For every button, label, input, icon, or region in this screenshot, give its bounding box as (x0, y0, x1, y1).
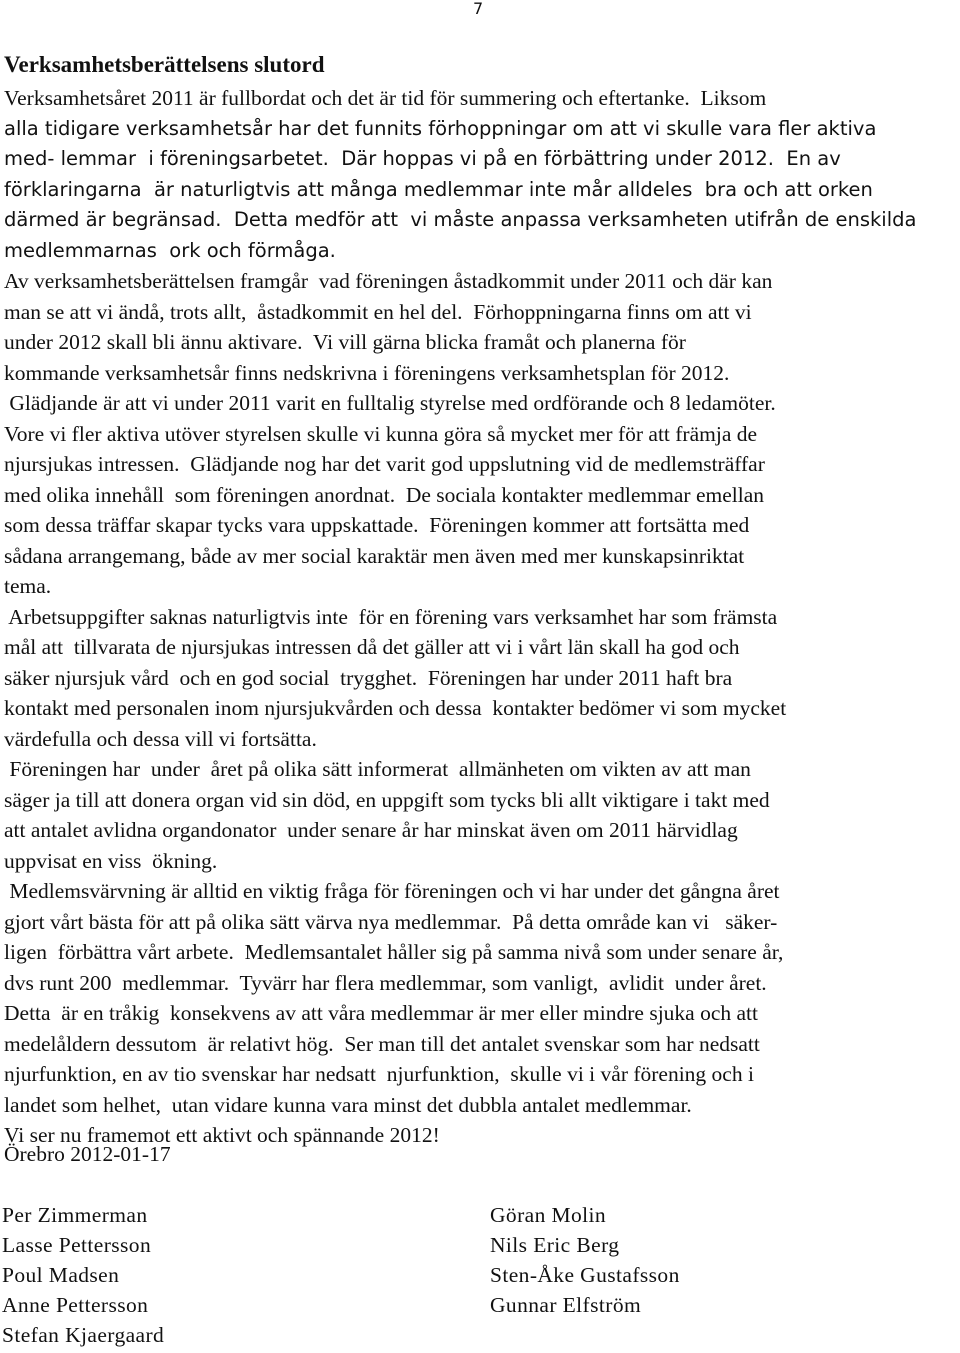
place-date: Örebro 2012-01-17 (4, 1142, 171, 1166)
text-line: säker njursjuk vård och en god social trygghet. Föreningen har under 2011 haft bra (4, 665, 733, 690)
text-line: Verksamhetsåret 2011 är fullbordat och det är tid för summering och eftertanke. Liksom (4, 86, 767, 110)
signatory-name: Gunnar Elfström (490, 1293, 642, 1317)
text-line: att antalet avlidna organdonator under senare år har minskat även om 2011 härvidlag (4, 818, 738, 842)
signatory-name: Stefan Kjaergaard (2, 1323, 165, 1347)
signatory-name: Sten-Åke Gustafsson (490, 1263, 680, 1287)
signatory-name: Nils Eric Berg (490, 1233, 620, 1257)
text-line: dvs runt 200 medlemmar. Tyvärr har flera medlemmar, som vanligt, avlidit under året. (4, 970, 767, 995)
text-line: säger ja till att donera organ vid sin död, en uppgift som tycks bli allt viktigare i takt med (4, 787, 770, 812)
signatory-name: Poul Madsen (2, 1263, 120, 1287)
text-line: medelåldern dessutom är relativt hög. Ser man till det antalet svenskar som har nedsatt (4, 1031, 760, 1056)
text-line: mål att tillvarata de njursjukas intressen då det gäller att vi i vårt län skall ha god och (4, 635, 740, 659)
text-line: ligen förbättra vårt arbete. Medlemsantalet håller sig på samma nivå som under senare år, (4, 940, 784, 964)
text-line: landet som helhet, utan vidare kunna vara minst det dubbla antalet medlemmar. (4, 1092, 692, 1117)
text-line: Glädjande är att vi under 2011 varit en fulltalig styrelse med ordförande och 8 ledamöter. (4, 391, 776, 415)
signatory-name: Göran Molin (490, 1203, 607, 1227)
text-line: förklaringarna är naturligtvis att många medlemmar inte mår alldeles bra och att orken (4, 177, 873, 201)
section-title: Verksamhetsberättelsens slutord (4, 52, 325, 77)
text-line: Föreningen har under året på olika sätt informerat allmänheten om vikten av att man (4, 757, 751, 781)
text-line: som dessa träffar skapar tycks vara uppskattade. Föreningen kommer att fortsätta med (4, 513, 750, 537)
text-line: värdefulla och dessa vill vi fortsätta. (4, 726, 317, 751)
text-line: Arbetsuppgifter saknas naturligtvis inte för en förening vars verksamhet har som främsta (4, 604, 778, 629)
signatures-left (2, 1200, 164, 1350)
text-line: Medlemsvärvning är alltid en viktig fråga för föreningen och vi har under det gångna året (4, 879, 780, 903)
text-line: med- lemmar i föreningsarbetet. Där hoppas vi på en förbättring under 2012. En av (4, 147, 841, 170)
text-line: därmed är begränsad. Detta medför att vi måste anpassa verksamheten utifrån de enskilda (4, 208, 917, 231)
text-line: Vore vi fler aktiva utöver styrelsen skulle vi kunna göra så mycket mer för att främja de (4, 421, 758, 446)
text-line: Av verksamhetsberättelsen framgår vad föreningen åstadkommit under 2011 och där kan (4, 269, 773, 293)
body-text (4, 83, 960, 1151)
text-line: kontakt med personalen inom njursjukvården och dessa kontakter bedömer vi som mycket (4, 696, 787, 720)
text-line: alla tidigare verksamhetsår har det funnits förhoppningar om att vi skulle vara fler aktiva (4, 116, 877, 140)
signatures-right (490, 1200, 680, 1320)
text-line: njurfunktion, en av tio svenskar har nedsatt njurfunktion, skulle vi i vår förening och i (4, 1062, 754, 1086)
text-line: under 2012 skall bli ännu aktivare. Vi vill gärna blicka framåt och planerna för (4, 330, 686, 354)
text-line: gjort vårt bästa för att på olika sätt värva nya medlemmar. På detta område kan vi säker- (4, 909, 778, 934)
page-number: 7 (473, 0, 484, 18)
signatory-name: Per Zimmerman (2, 1203, 148, 1227)
text-line: man se att vi ändå, trots allt, åstadkommit en hel del. Förhoppningarna finns om att vi (4, 299, 752, 324)
signatory-name: Lasse Pettersson (2, 1233, 152, 1257)
text-line: tema. (4, 574, 52, 598)
signatory-name: Anne Pettersson (2, 1293, 149, 1317)
text-line: med olika innehåll som föreningen anordnat. De sociala kontakter medlemmar emellan (4, 482, 765, 507)
text-line: njursjukas intressen. Glädjande nog har det varit god uppslutning vid de medlemsträffar (4, 452, 765, 476)
text-line: kommande verksamhetsår finns nedskrivna i föreningens verksamhetsplan för 2012. (4, 360, 730, 385)
text-line: Vi ser nu framemot ett aktivt och spännande 2012! (4, 1123, 440, 1147)
text-line: medlemmarnas ork och förmåga. (4, 238, 336, 262)
text-line: uppvisat en viss ökning. (4, 848, 218, 873)
text-line: Detta är en tråkig konsekvens av att våra medlemmar är mer eller mindre sjuka och att (4, 1001, 758, 1025)
text-line: sådana arrangemang, både av mer social karaktär men även med mer kunskapsinriktat (4, 543, 745, 568)
